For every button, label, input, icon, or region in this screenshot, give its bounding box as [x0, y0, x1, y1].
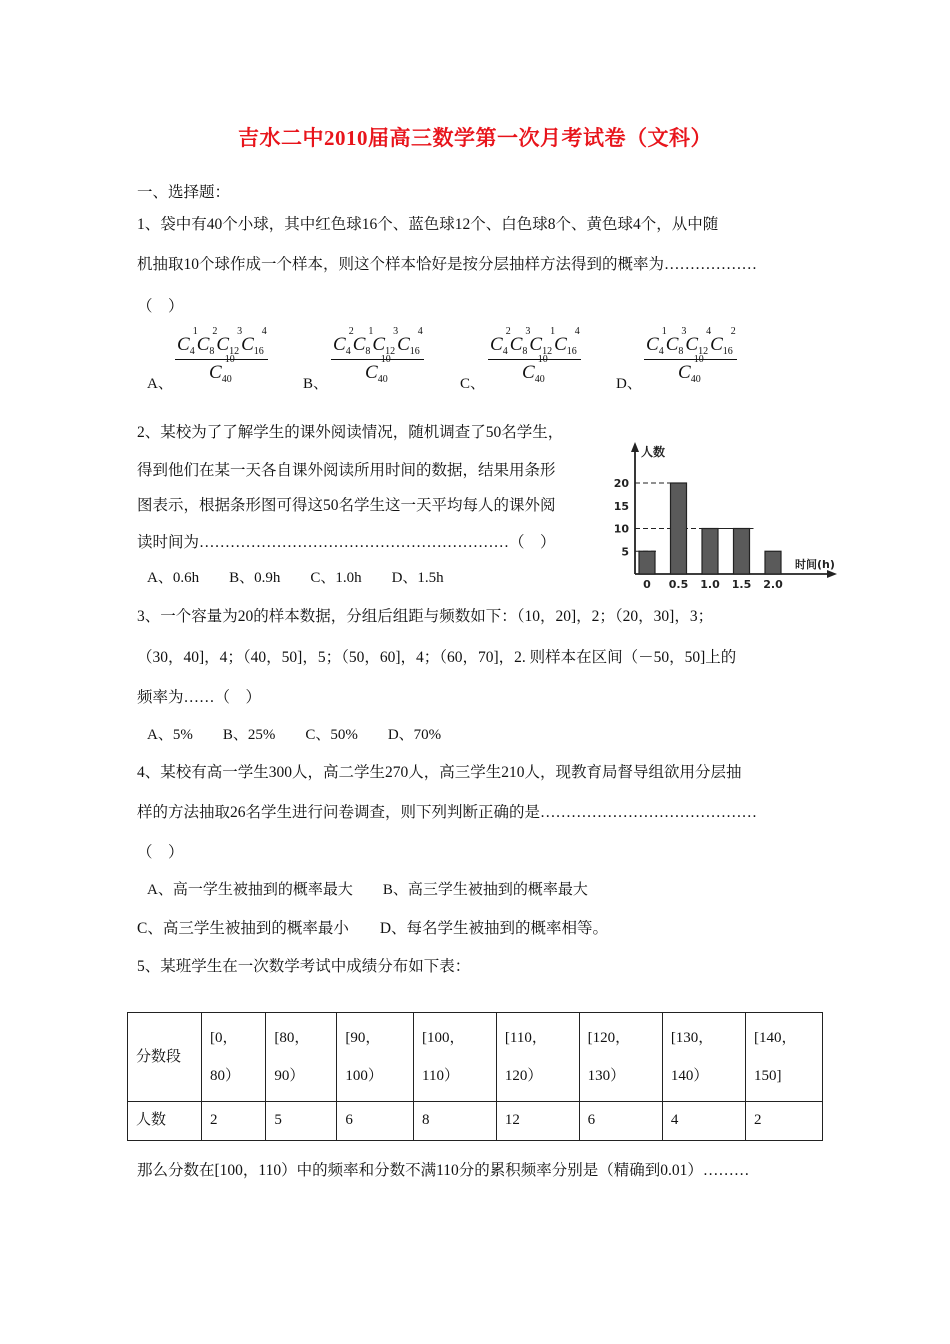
table-cell: 5: [266, 1102, 337, 1141]
q1-option-label: A、: [147, 376, 173, 392]
table-cell: [120，130）: [579, 1013, 662, 1102]
bar: [639, 551, 655, 574]
y-tick-label: 15: [613, 499, 629, 513]
score-distribution-table: [127, 1012, 823, 1141]
x-tick-label: 1.0: [700, 578, 720, 590]
table-cell: [0，80）: [202, 1013, 266, 1102]
table-cell: [80，90）: [266, 1013, 337, 1102]
q1-line1: 1、袋中有40个小球，其中红色球16个、蓝色球12个、白色球8个、黄色球4个，从中随: [137, 216, 719, 233]
y-tick-label: 5: [621, 545, 629, 559]
bar: [702, 529, 718, 575]
q4-options-cd: C、高三学生被抽到的概率最小 D、每名学生被抽到的概率相等。: [137, 920, 609, 937]
table-cell: [110，120）: [496, 1013, 579, 1102]
q5-line2: 那么分数在[100，110）中的频率和分数不满110分的累积频率分别是（精确到0.01）………: [137, 1162, 750, 1179]
q1-option-label: C、: [460, 376, 486, 392]
q4-options-ab: A、高一学生被抽到的概率最大 B、高三学生被抽到的概率最大: [147, 882, 588, 898]
y-axis-arrow-icon: [631, 442, 639, 452]
x-axis-arrow-icon: [827, 570, 837, 578]
bar: [734, 529, 750, 575]
table-cell: 6: [579, 1102, 662, 1141]
q4-line1: 4、某校有高一学生300人，高二学生270人，高三学生210人，现教育局督导组欲用分层抽: [137, 764, 742, 781]
q1-option-fraction: $C_4$ 2 $C_8$ 1 $C_{12}$ 3 $C_{16}$ 4 $C_{40}$ 10: [333, 326, 423, 385]
table-cell: [140，150]: [746, 1013, 823, 1102]
x-tick-label: 0: [643, 578, 651, 590]
y-axis-label: 人数: [641, 445, 666, 459]
q3-line2: （30，40]，4；（40，50]，5；（50，60]，4；（60，70]，2. 则样本在区间（－50，50]上的: [137, 649, 737, 666]
q3-line3: 频率为……（ ）: [137, 689, 262, 706]
q1-paren: （ ）: [137, 298, 184, 315]
table-row: [128, 1013, 823, 1102]
q5-line1: 5、某班学生在一次数学考试中成绩分布如下表：: [137, 958, 471, 975]
x-tick-label: 0.5: [668, 578, 689, 590]
q2-line2: 得到他们在某一天各自课外阅读所用时间的数据，结果用条形: [137, 462, 556, 479]
x-axis-label: 时间(h): [795, 558, 835, 571]
q4-line2: 样的方法抽取26名学生进行问卷调查，则下列判断正确的是……………………………………: [137, 804, 758, 821]
table-header-label: 分数段: [128, 1013, 202, 1102]
table-cell: 4: [662, 1102, 745, 1141]
y-tick-label: 20: [613, 477, 629, 490]
q1-option-fraction: $C_4$ 2 $C_8$ 3 $C_{12}$ 1 $C_{16}$ 4 $C_{40}$ 10: [490, 326, 580, 385]
q1-option-label: B、: [303, 376, 329, 392]
reading-time-bar-chart: [605, 440, 840, 590]
table-row: [128, 1102, 823, 1141]
q3-line1: 3、一个容量为20的样本数据，分组后组距与频数如下：（10，20]，2；（20，30]，3；: [137, 608, 714, 625]
q2-line4: 读时间为……………………………………………………（ ）: [137, 534, 556, 551]
q3-options: A、5% B、25% C、50% D、70%: [147, 727, 442, 743]
y-tick-label: 10: [613, 522, 629, 536]
bar: [671, 483, 687, 574]
table-cell: 2: [202, 1102, 266, 1141]
table-cell: [90，100）: [337, 1013, 414, 1102]
q1-line2: 机抽取10个球作成一个样本，则这个样本恰好是按分层抽样方法得到的概率为………………: [137, 256, 758, 273]
table-cell: 12: [496, 1102, 579, 1141]
bar: [765, 551, 781, 574]
q1-option-label: D、: [616, 376, 642, 392]
q2-options: A、0.6h B、0.9h C、1.0h D、1.5h: [147, 570, 444, 586]
section-heading: 一、选择题：: [137, 184, 231, 201]
q1-option-fraction: $C_4$ 1 $C_8$ 3 $C_{12}$ 4 $C_{16}$ 2 $C_{40}$ 10: [646, 326, 736, 385]
table-cell: 2: [746, 1102, 823, 1141]
table-cell: [130，140）: [662, 1013, 745, 1102]
q1-option-fraction: $C_4$ 1 $C_8$ 2 $C_{12}$ 3 $C_{16}$ 4 $C_{40}$ 10: [177, 326, 267, 385]
x-tick-label: 2.0: [763, 578, 783, 590]
table-row-label: 人数: [128, 1102, 202, 1141]
table-cell: 6: [337, 1102, 414, 1141]
table-cell: 8: [414, 1102, 497, 1141]
q2-line3: 图表示，根据条形图可得这50名学生这一天平均每人的课外阅: [137, 497, 556, 514]
page-title: 吉水二中2010届高三数学第一次月考试卷（文科）: [238, 126, 712, 150]
x-tick-label: 1.5: [731, 578, 752, 590]
table-cell: [100，110）: [414, 1013, 497, 1102]
q2-line1: 2、某校为了了解学生的课外阅读情况，随机调查了50名学生，: [137, 424, 564, 441]
q4-paren: （ ）: [137, 844, 184, 861]
